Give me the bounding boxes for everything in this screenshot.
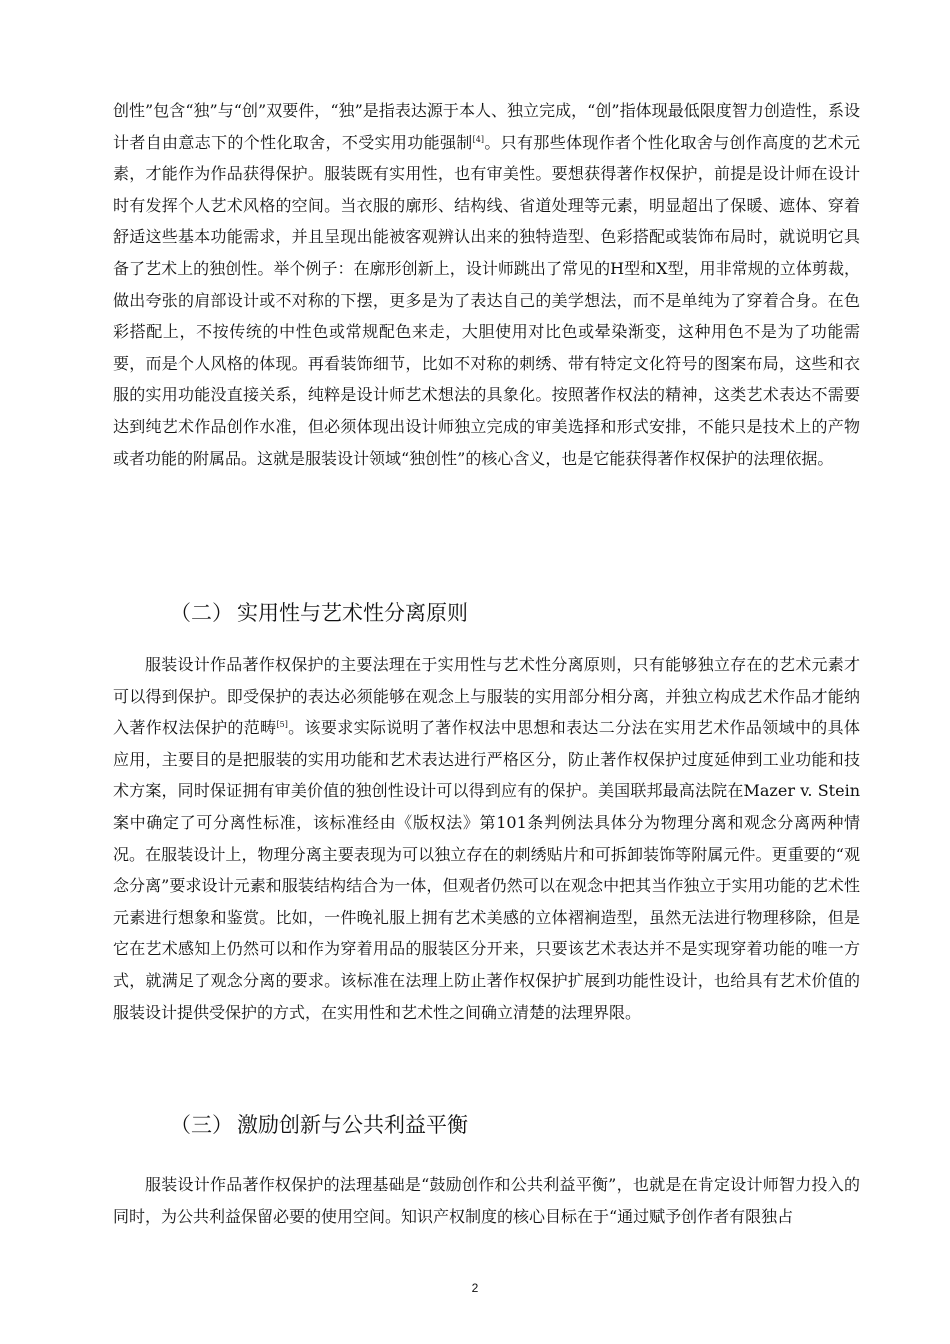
paragraph-originality-text-b: 。只有那些体现作者个性化取舍与创作高度的艺术元素，才能作为作品获得保护。服装既有实用性，也有审美性。要想获得著作权保护，前提是设计师在设计时有发挥个人艺术风格的空间。当衣服的廓形、结构线、省道处理等元素，明显超出了保暖、遮体、穿着舒适这些基本功能需求，并且呈现出能被客观辨认出来的独特造型、色彩搭配或装饰布局时，就说明它具备了艺术上的独创性。举个例子：在廓形创新上，设计师跳出了常见的H型和X型，用非常规的立体剪裁，做出夸张的肩部设计或不对称的下摆，更多是为了表达自己的美学想法，而不是单纯为了穿着合身。在色彩搭配上，不按传统的中性色或常规配色来走，大胆使用对比色或晕染渐变，这种用色不是为了功能需要，而是个人风格的体现。再看装饰细节，比如不对称的刺绣、带有特定文化符号的图案布局，这些和衣服的实用功能没直接关系，纯粹是设计师艺术想法的具象化。按照著作权法的精神，这类艺术表达不需要达到纯艺术作品创作水准，但必须体现出设计师独立完成的审美选择和形式安排，不能只是技术上的产物或者功能的附属品。这就是服装设计领域“独创性”的核心含义，也是它能获得著作权保护的法理依据。	[113, 132, 860, 468]
citation-5[interactable]: [5]	[276, 720, 288, 730]
section-heading-3	[170, 1111, 468, 1139]
paragraph-originality-text-a: 创性”包含“独”与“创”双要件，“独”是指表达源于本人、独立完成，“创”指体现最低限度智力创造性，系设计者自由意志下的个性化取舍，不受实用功能强制	[113, 101, 860, 152]
paragraph-separability	[113, 649, 860, 1028]
paragraph-separability-text-b: 。该要求实际说明了著作权法中思想和表达二分法在实用艺术作品领域中的具体应用，主要目的是把服装的实用功能和艺术表达进行严格区分，防止著作权保护过度延伸到工业功能和技术方案，同时保证拥有审美价值的独创性设计可以得到应有的保护。美国联邦最高法院在Mazer v. Stein案中确定了可分离性标准，该标准经由《版权法》第101条判例法具体分为物理分离和观念分离两种情况。在服装设计上，物理分离主要表现为可以独立存在的刺绣贴片和可拆卸装饰等附属元件。更重要的“观念分离”要求设计元素和服装结构结合为一体，但观者仍然可以在观念中把其当作独立于实用功能的艺术性元素进行想象和鉴赏。比如，一件晚礼服上拥有艺术美感的立体褶裥造型，虽然无法进行物理移除，但是它在艺术感知上仍然可以和作为穿着用品的服装区分开来，只要该艺术表达并不是实现穿着功能的唯一方式，就满足了观念分离的要求。该标准在法理上防止著作权保护扩展到功能性设计，也给具有艺术价值的服装设计提供受保护的方式，在实用性和艺术性之间确立清楚的法理界限。	[113, 718, 860, 1022]
paragraph-separability-text-a: 服装设计作品著作权保护的主要法理在于实用性与艺术性分离原则，只有能够独立存在的艺术元素才可以得到保护。即受保护的表达必须能够在观念上与服装的实用部分相分离，并独立构成艺术作品才能纳入著作权法保护的范畴	[113, 655, 860, 738]
paragraph-originality	[113, 95, 860, 474]
section-heading-3-title: 激励创新与公共利益平衡	[237, 1113, 468, 1137]
section-heading-2-number: （二）	[170, 601, 233, 625]
page-number: 2	[471, 1281, 479, 1295]
paragraph-public-interest: 服装设计作品著作权保护的法理基础是“鼓励创作和公共利益平衡”，也就是在肯定设计师智力投入的同时，为公共利益保留必要的使用空间。知识产权制度的核心目标在于“通过赋予创作者有限独占	[113, 1175, 860, 1226]
section-heading-3-number: （三）	[170, 1113, 233, 1137]
citation-4[interactable]: [4]	[472, 134, 484, 144]
section-heading-2	[170, 599, 468, 627]
section-heading-2-title: 实用性与艺术性分离原则	[237, 601, 468, 625]
